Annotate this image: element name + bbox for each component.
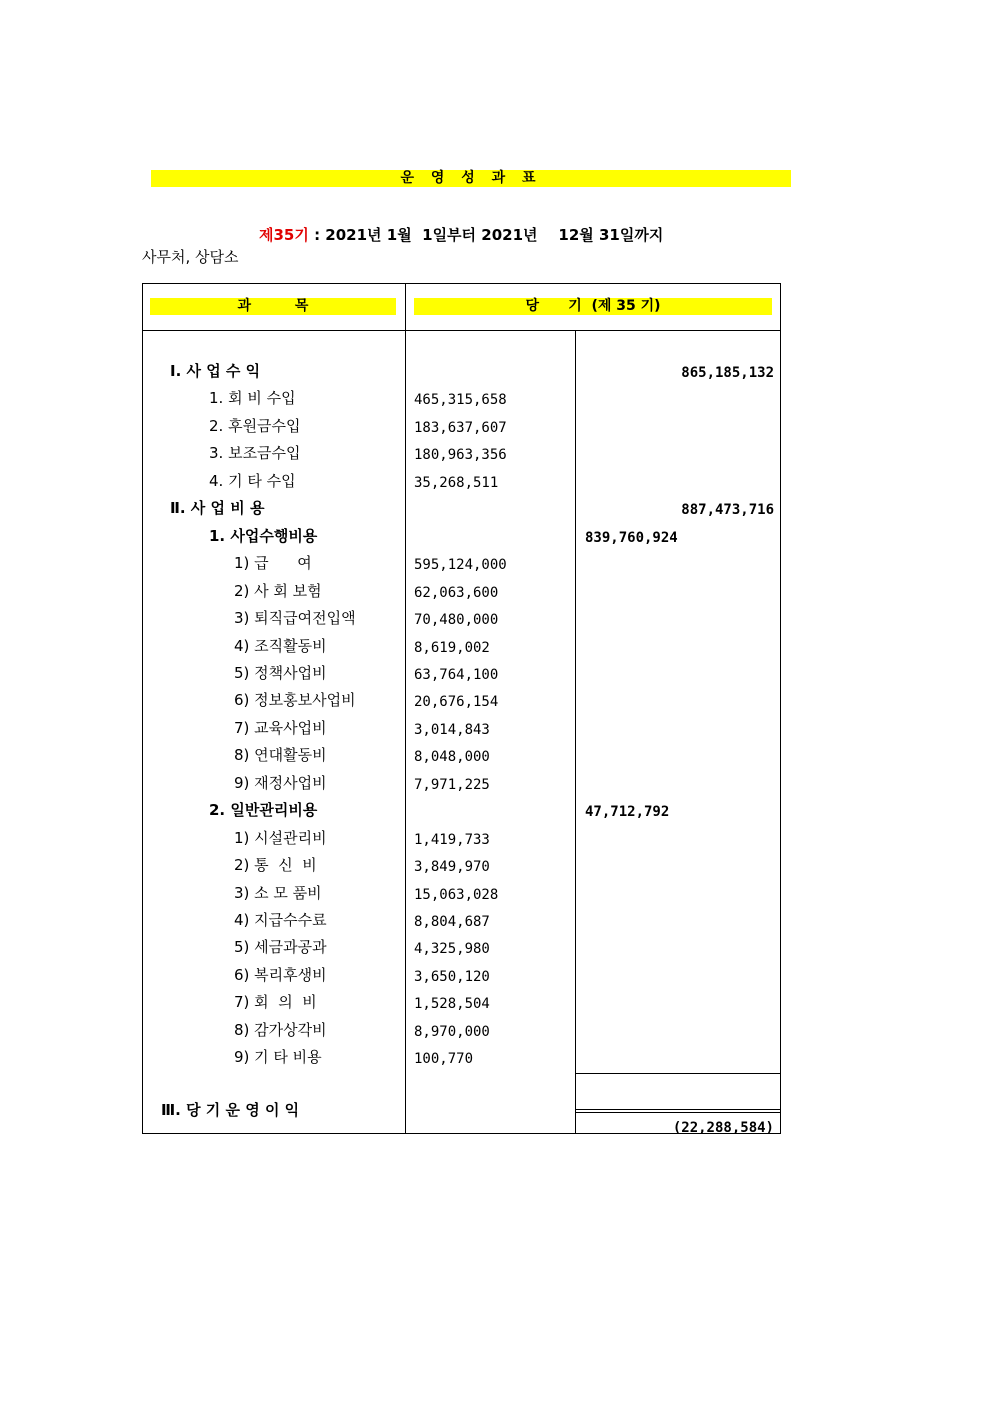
row-detail-amount: 3,014,843 bbox=[414, 722, 490, 738]
row-detail-amount: 1,528,504 bbox=[414, 996, 490, 1012]
row-label: 1) 시설관리비 bbox=[234, 829, 327, 847]
period-line bbox=[259, 224, 663, 245]
header-subject: 과 목 bbox=[150, 298, 396, 315]
row-detail-amount: 63,764,100 bbox=[414, 667, 499, 683]
row-detail-amount: 100,770 bbox=[414, 1051, 474, 1067]
row-label: 2) 통 신 비 bbox=[234, 856, 317, 874]
row-detail-amount: 15,063,028 bbox=[414, 887, 499, 903]
row-detail-amount: 4,325,980 bbox=[414, 941, 490, 957]
row-label: 3. 보조금수입 bbox=[209, 444, 301, 462]
row-detail-amount: 8,804,687 bbox=[414, 914, 490, 930]
row-label: 5) 세금과공과 bbox=[234, 938, 327, 956]
row-label: 4. 기 타 수입 bbox=[209, 472, 296, 490]
net-income-label: Ⅲ. 당 기 운 영 이 익 bbox=[161, 1101, 300, 1119]
row-label: 8) 연대활동비 bbox=[234, 746, 327, 764]
net-income-row bbox=[0, 1083, 992, 1137]
row-total-amount: 47,712,792 bbox=[585, 804, 670, 820]
row-label: 6) 정보홍보사업비 bbox=[234, 691, 356, 709]
row-label: 1) 급 여 bbox=[234, 554, 312, 572]
row-detail-amount: 465,315,658 bbox=[414, 392, 507, 408]
row-label: 7) 교육사업비 bbox=[234, 719, 327, 737]
row-label: 4) 지급수수료 bbox=[234, 911, 327, 929]
row-label: 3) 소 모 품비 bbox=[234, 884, 322, 902]
row-label: 5) 정책사업비 bbox=[234, 664, 327, 682]
row-detail-amount: 8,048,000 bbox=[414, 749, 490, 765]
department-label: 사무처, 상담소 bbox=[142, 248, 239, 266]
col-divider-2 bbox=[575, 331, 576, 1134]
row-label: 1. 사업수행비용 bbox=[209, 527, 318, 545]
row-detail-amount: 7,971,225 bbox=[414, 777, 490, 793]
row-detail-amount: 180,963,356 bbox=[414, 447, 507, 463]
row-label: 9) 재정사업비 bbox=[234, 774, 327, 792]
col-divider-1 bbox=[405, 283, 406, 1134]
row-detail-amount: 35,268,511 bbox=[414, 475, 499, 491]
row-label: Ⅰ. 사 업 수 익 bbox=[170, 362, 261, 380]
header-current-period: 당 기 (제 35 기) bbox=[414, 298, 772, 315]
net-income-value: (22,288,584) bbox=[672, 1120, 774, 1136]
row-label: 1. 회 비 수입 bbox=[209, 389, 296, 407]
row-detail-amount: 183,637,607 bbox=[414, 420, 507, 436]
row-total-amount: 865,185,132 bbox=[681, 365, 774, 381]
document-title: 운 영 성 과 표 bbox=[151, 170, 791, 187]
row-detail-amount: 3,650,120 bbox=[414, 969, 490, 985]
header-divider bbox=[142, 330, 781, 331]
row-label: 8) 감가상각비 bbox=[234, 1021, 327, 1039]
row-detail-amount: 70,480,000 bbox=[414, 612, 499, 628]
row-detail-amount: 8,619,002 bbox=[414, 640, 490, 656]
row-detail-amount: 1,419,733 bbox=[414, 832, 490, 848]
row-detail-amount: 3,849,970 bbox=[414, 859, 490, 875]
row-label: 9) 기 타 비용 bbox=[234, 1048, 322, 1066]
row-detail-amount: 595,124,000 bbox=[414, 557, 507, 573]
row-label: 4) 조직활동비 bbox=[234, 637, 327, 655]
row-label: 6) 복리후생비 bbox=[234, 966, 327, 984]
row-label: 2) 사 회 보험 bbox=[234, 582, 322, 600]
term-label: 제35기 bbox=[259, 226, 309, 244]
net-top-line bbox=[575, 1073, 781, 1074]
row-total-amount: 839,760,924 bbox=[585, 530, 678, 546]
row-total-amount: 887,473,716 bbox=[681, 502, 774, 518]
row-detail-amount: 20,676,154 bbox=[414, 694, 499, 710]
row-label: Ⅱ. 사 업 비 용 bbox=[170, 499, 265, 517]
row-label: 2. 후원금수입 bbox=[209, 417, 301, 435]
row-label: 2. 일반관리비용 bbox=[209, 801, 318, 819]
row-detail-amount: 62,063,600 bbox=[414, 585, 499, 601]
row-label: 7) 회 의 비 bbox=[234, 993, 317, 1011]
row-label: 3) 퇴직급여전입액 bbox=[234, 609, 356, 627]
period-range: : 2021년 1월 1일부터 2021년 12월 31일까지 bbox=[308, 226, 664, 244]
row-detail-amount: 8,970,000 bbox=[414, 1024, 490, 1040]
